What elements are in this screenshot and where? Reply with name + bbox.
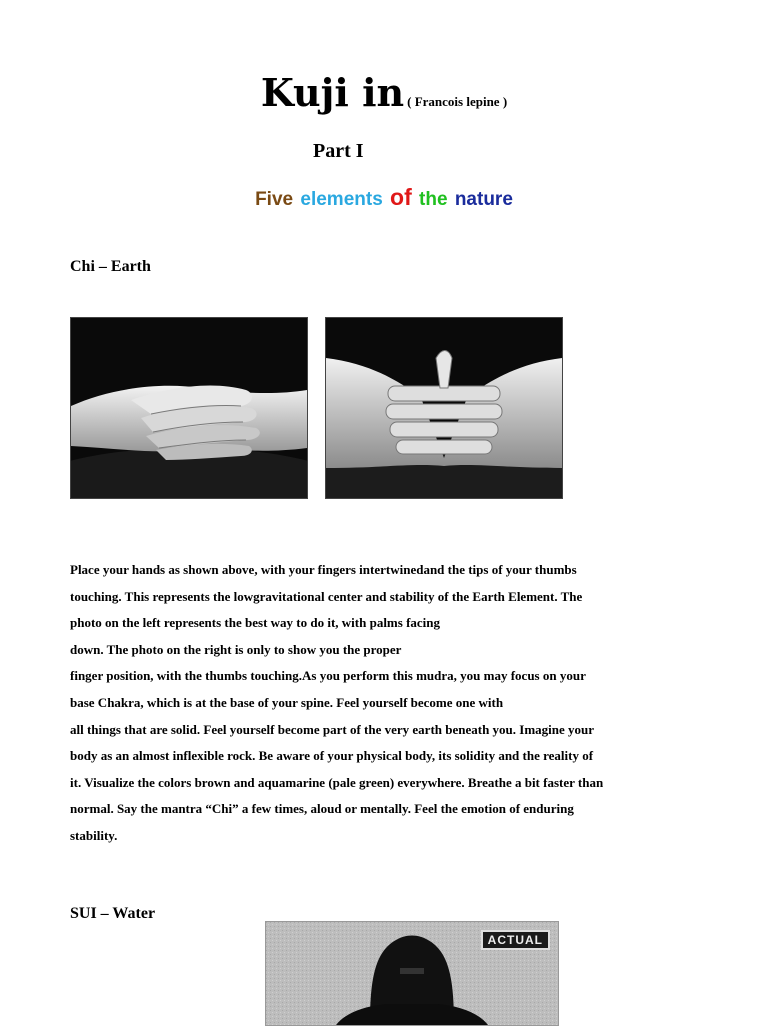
subtitle: [0, 184, 768, 211]
subtitle-word-five: Five: [255, 189, 294, 210]
paragraph-line: stability.: [70, 827, 118, 843]
subtitle-word-nature: nature: [454, 189, 513, 210]
hands-illustration-left: [71, 318, 307, 498]
title-row: [0, 70, 768, 115]
paragraph-line: all things that are solid. Feel yourself become part of the very earth beneath you. Imagine your: [70, 721, 595, 737]
hands-illustration-right: [326, 318, 562, 498]
paragraph-line: it. Visualize the colors brown and aquamarine (pale green) everywhere. Breathe a bit faster than: [70, 774, 604, 790]
paragraph-line: finger position, with the thumbs touching.As you perform this mudra, you may focus on your: [70, 668, 586, 684]
subtitle-word-the: the: [419, 189, 448, 210]
mudra-hands-photo-left: [70, 317, 308, 499]
section-title-sui: SUI – Water: [70, 905, 156, 922]
subtitle-word-elements: elements: [300, 189, 383, 210]
section-title-chi: Chi – Earth: [70, 258, 151, 275]
part-heading: Part I: [313, 140, 364, 162]
paragraph-line: base Chakra, which is at the base of your spine. Feel yourself become one with: [70, 694, 504, 710]
document-title: Kuji in: [260, 70, 405, 115]
author-name: ( Francois lepine ): [407, 94, 508, 109]
subtitle-word-of: of: [390, 184, 412, 210]
chi-description: [70, 557, 710, 850]
paragraph-line: down. The photo on the right is only to show you the proper: [70, 641, 402, 657]
paragraph-line: body as an almost inflexible rock. Be aware of your physical body, its solidity and the reality of: [70, 748, 594, 764]
actual-badge: ACTUAL: [481, 930, 550, 950]
paragraph-line: touching. This represents the lowgravitational center and stability of the Earth Element. The: [70, 588, 583, 604]
paragraph-line: Place your hands as shown above, with your fingers intertwinedand the tips of your thumbs: [70, 562, 577, 577]
hooded-figure-photo: [265, 921, 559, 1026]
paragraph-line: photo on the left represents the best way to do it, with palms facing: [70, 615, 441, 631]
mudra-hands-photo-right: [325, 317, 563, 499]
paragraph-line: normal. Say the mantra “Chi” a few times, aloud or mentally. Feel the emotion of enduring: [70, 801, 574, 817]
